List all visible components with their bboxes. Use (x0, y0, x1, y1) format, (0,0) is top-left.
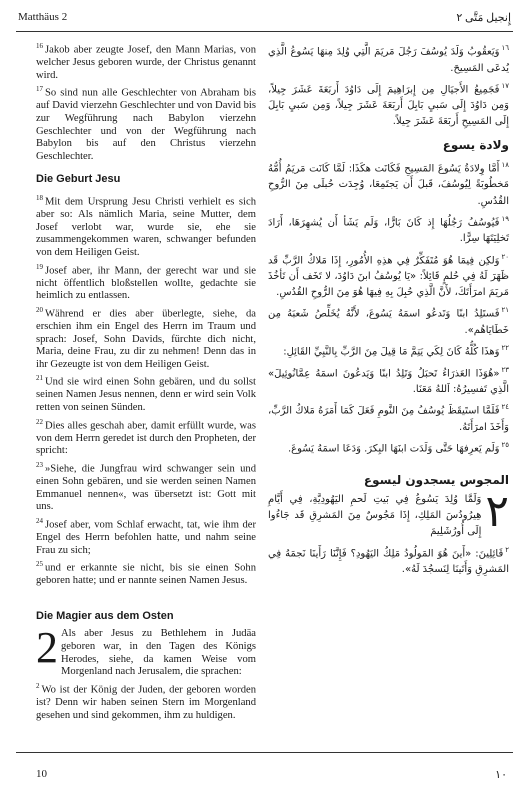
verse: $^{١٨}$أَمَّا وِلادَةُ يَسُوعَ المَسِيحِ فَكَانَت هكَذَا: لَمَّا كَانَت مَريَمُ أُمُّهُ مَخطُوبَةً لِيُوسُفَ، قَبلَ أَن يَجتَمِعَا، وُجِدَت حُبلَى مِنَ الرُّوحِ القُدُسِ. (268, 160, 509, 207)
footer-rule (16, 752, 513, 753)
header-rule (16, 31, 513, 32)
verse: $^{١٦}$وَيَعقُوبُ وَلَدَ يُوسُفَ رَجُلَ مَريَمَ الَّتِي وُلِدَ مِنهَا يَسُوعُ الَّذِي يُدعَى المَسِيحَ. (268, 44, 509, 74)
verse: $^{20}$ Während er dies aber überlegte, siehe, da erschien ihm ein Engel des Herrn im Traum und sprach: Josef, Sohn Davids, fürchte dich nicht, Maria, deine Frau, zu dir zu nehmen! Denn das in ihr Gezeugte ist von dem Heiligen Geist. (36, 305, 256, 370)
german-column (36, 40, 256, 723)
arabic-column (268, 40, 509, 579)
verse: $^{23}$ »Siehe, die Jungfrau wird schwanger sein und einen Sohn gebären, und sie werden seinen Namen Emmanuel nennen«, was übersetzt ist: Gott mit uns. (36, 460, 256, 513)
verse: $^2$ Wo ist der König der Juden, der geboren worden ist? Denn wir haben seinen Stern im Morgenland gesehen und sind gekommen, ihm zu huldigen. (36, 681, 256, 721)
verse: $^{٢٣}$«هُوَذَا العَذرَاءُ تَحبَلُ وَتَلِدُ ابنًا وَيَدعُونَ اسمَهُ عِمَّانُوئِيلَ» الَّذِي تَفسِيرُهُ: اَللهُ مَعَنَا. (268, 365, 509, 396)
verse: 2 Als aber Jesus zu Bethlehem in Judäa geboren war, in den Tagen des Königs Herodes, siehe, da kamen Weise vom Morgenland nach Jerusalem, die sprachen: (36, 623, 256, 678)
verse: $^٢$قَائِلِينَ: «أَينَ هُوَ المَولُودُ مَلِكُ اليَهُودِ؟ فَإِنَّنَا رَأَينَا نَجمَهُ فِي المَشرِقِ وَأَتَينَا لِنَسجُدَ لَهُ». (268, 545, 509, 576)
verse: $^{18}$ Mit dem Ursprung Jesu Christi verhielt es sich aber so: Als nämlich Maria, seine Mutter, dem Josef verlobt war, wurde sie, ehe sie zusammengekommen waren, schwanger befunden von dem Heiligen Geist. (36, 194, 256, 258)
verse: $^{٢٤}$فَلَمَّا استَيقَظَ يُوسُفُ مِنَ النَّومِ فَعَلَ كَمَا أَمَرَهُ مَلاكُ الرَّبِّ، وَأَخَذَ امرَأَتَهُ. (268, 403, 509, 434)
section-heading-birth: Die Geburt Jesu (36, 173, 121, 186)
verse: $^{21}$ Und sie wird einen Sohn gebären, und du sollst seinen Namen Jesus nennen, denn er wird sein Volk retten von seinen Sünden. (36, 374, 256, 414)
verse: $^{١٩}$فَيُوسُفُ رَجُلُهَا إِذ كَانَ بَارًّا، وَلَم يَشَأ أَن يُشهِرَهَا، أَرَادَ تَخلِيَتَهَا سِرًّا. (268, 214, 509, 245)
verse: $^{22}$ Dies alles geschah aber, damit erfüllt wurde, was von dem Herrn geredet ist durch den Propheten, der spricht: (36, 417, 256, 457)
page-number: 10 (36, 768, 47, 780)
verse: $^{٢٢}$وَهذَا كُلُّهُ كَانَ لِكَي يَتِمَّ مَا قِيلَ مِنَ الرَّبِّ بِالنَّبِيِّ القَائِلِ: (283, 344, 509, 358)
running-header-german: Matthäus 2 (18, 11, 68, 23)
verse: $^{٢٠}$وَلكِن فِيمَا هُوَ مُتَفَكِّرٌ فِي هذِهِ الأُمُورِ، إِذَا مَلاكُ الرَّبِّ قَد ظَهَرَ لَهُ فِي حُلمٍ قَائِلاً: «يَا يُوسُفُ ابنَ دَاوُدَ، لا تَخَف أَن تَأخُذَ مَريَمَ امرَأَتَكَ، لأَنَّ الَّذِي حُبِلَ بِهِ فِيهَا هُوَ مِنَ الرُّوحِ القُدُسِ. (268, 252, 509, 299)
chapter-number: ٢ (485, 485, 509, 537)
verse: $^{19}$ Josef aber, ihr Mann, der gerecht war und sie nicht öffentlich bloßstellen wollte, gedachte sie heimlich zu entlassen. (36, 262, 256, 302)
verse: $^{24}$ Josef aber, vom Schlaf erwacht, tat, wie ihm der Engel des Herrn befohlen hatte, und nahm seine Frau zu sich; (36, 516, 256, 556)
verse: $^{٢٥}$وَلَم يَعرِفهَا حَتَّى وَلَدَت ابنَهَا البِكرَ. وَدَعَا اسمَهُ يَسُوعَ. (287, 441, 509, 455)
section-heading-magi: المجوس يسجدون ليسوع (363, 472, 509, 487)
verse: ٢ وَلَمَّا وُلِدَ يَسُوعُ فِي بَيتِ لَحمِ اليَهُودِيَّةِ، فِي أَيَّامِ هِيرُودُسَ المَلِكِ، إِذَا مَجُوسٌ مِنَ المَشرِقِ قَد جَاءُوا إِلَى أُورُشَلِيمَ (268, 485, 509, 538)
page-number-arabic: ١٠ (495, 768, 507, 781)
verse: $^{17}$ So sind nun alle Geschlechter von Abraham bis auf David vierzehn Geschlechter und von David bis zur Wegführung nach Babylon vierzehn Geschlechter und von der Wegführung nach Babylon bis auf den Christus vierzehn Geschlechter. (36, 85, 256, 162)
verse: $^{16}$ Jakob aber zeugte Josef, den Mann Marias, von welcher Jesus geboren wurde, der Christus genannt wird. (36, 42, 256, 81)
section-heading-birth: ولادة يسوع (442, 137, 509, 152)
verse: $^{٢١}$فَستَلِدُ ابنًا وَتَدعُو اسمَهُ يَسُوعَ، لأَنَّهُ يُخَلِّصُ شَعبَهُ مِن خَطَايَاهُم». (268, 306, 509, 337)
verse: $^{١٧}$فَجَمِيعُ الأَجيَالِ مِن إِبرَاهِيمَ إِلَى دَاوُدَ أَربَعَةَ عَشَرَ جِيلاً، وَمِن دَاوُدَ إِلَى سَبيِ بَابِلَ أَربَعَةَ عَشَرَ جِيلاً، وَمِن سَبيِ بَابِلَ إِلَى المَسِيحِ أَربَعَةَ عَشَرَ جِيلاً. (268, 81, 509, 128)
chapter-number: 2 (36, 623, 58, 673)
verse: $^{25}$ und er erkannte sie nicht, bis sie einen Sohn geboren hatte; und er nannte seinen Namen Jesus. (36, 560, 256, 587)
running-header-arabic: إِنجيل مَتَّى ٢ (456, 12, 511, 24)
section-heading-magi: Die Magier aus dem Osten (36, 609, 174, 622)
